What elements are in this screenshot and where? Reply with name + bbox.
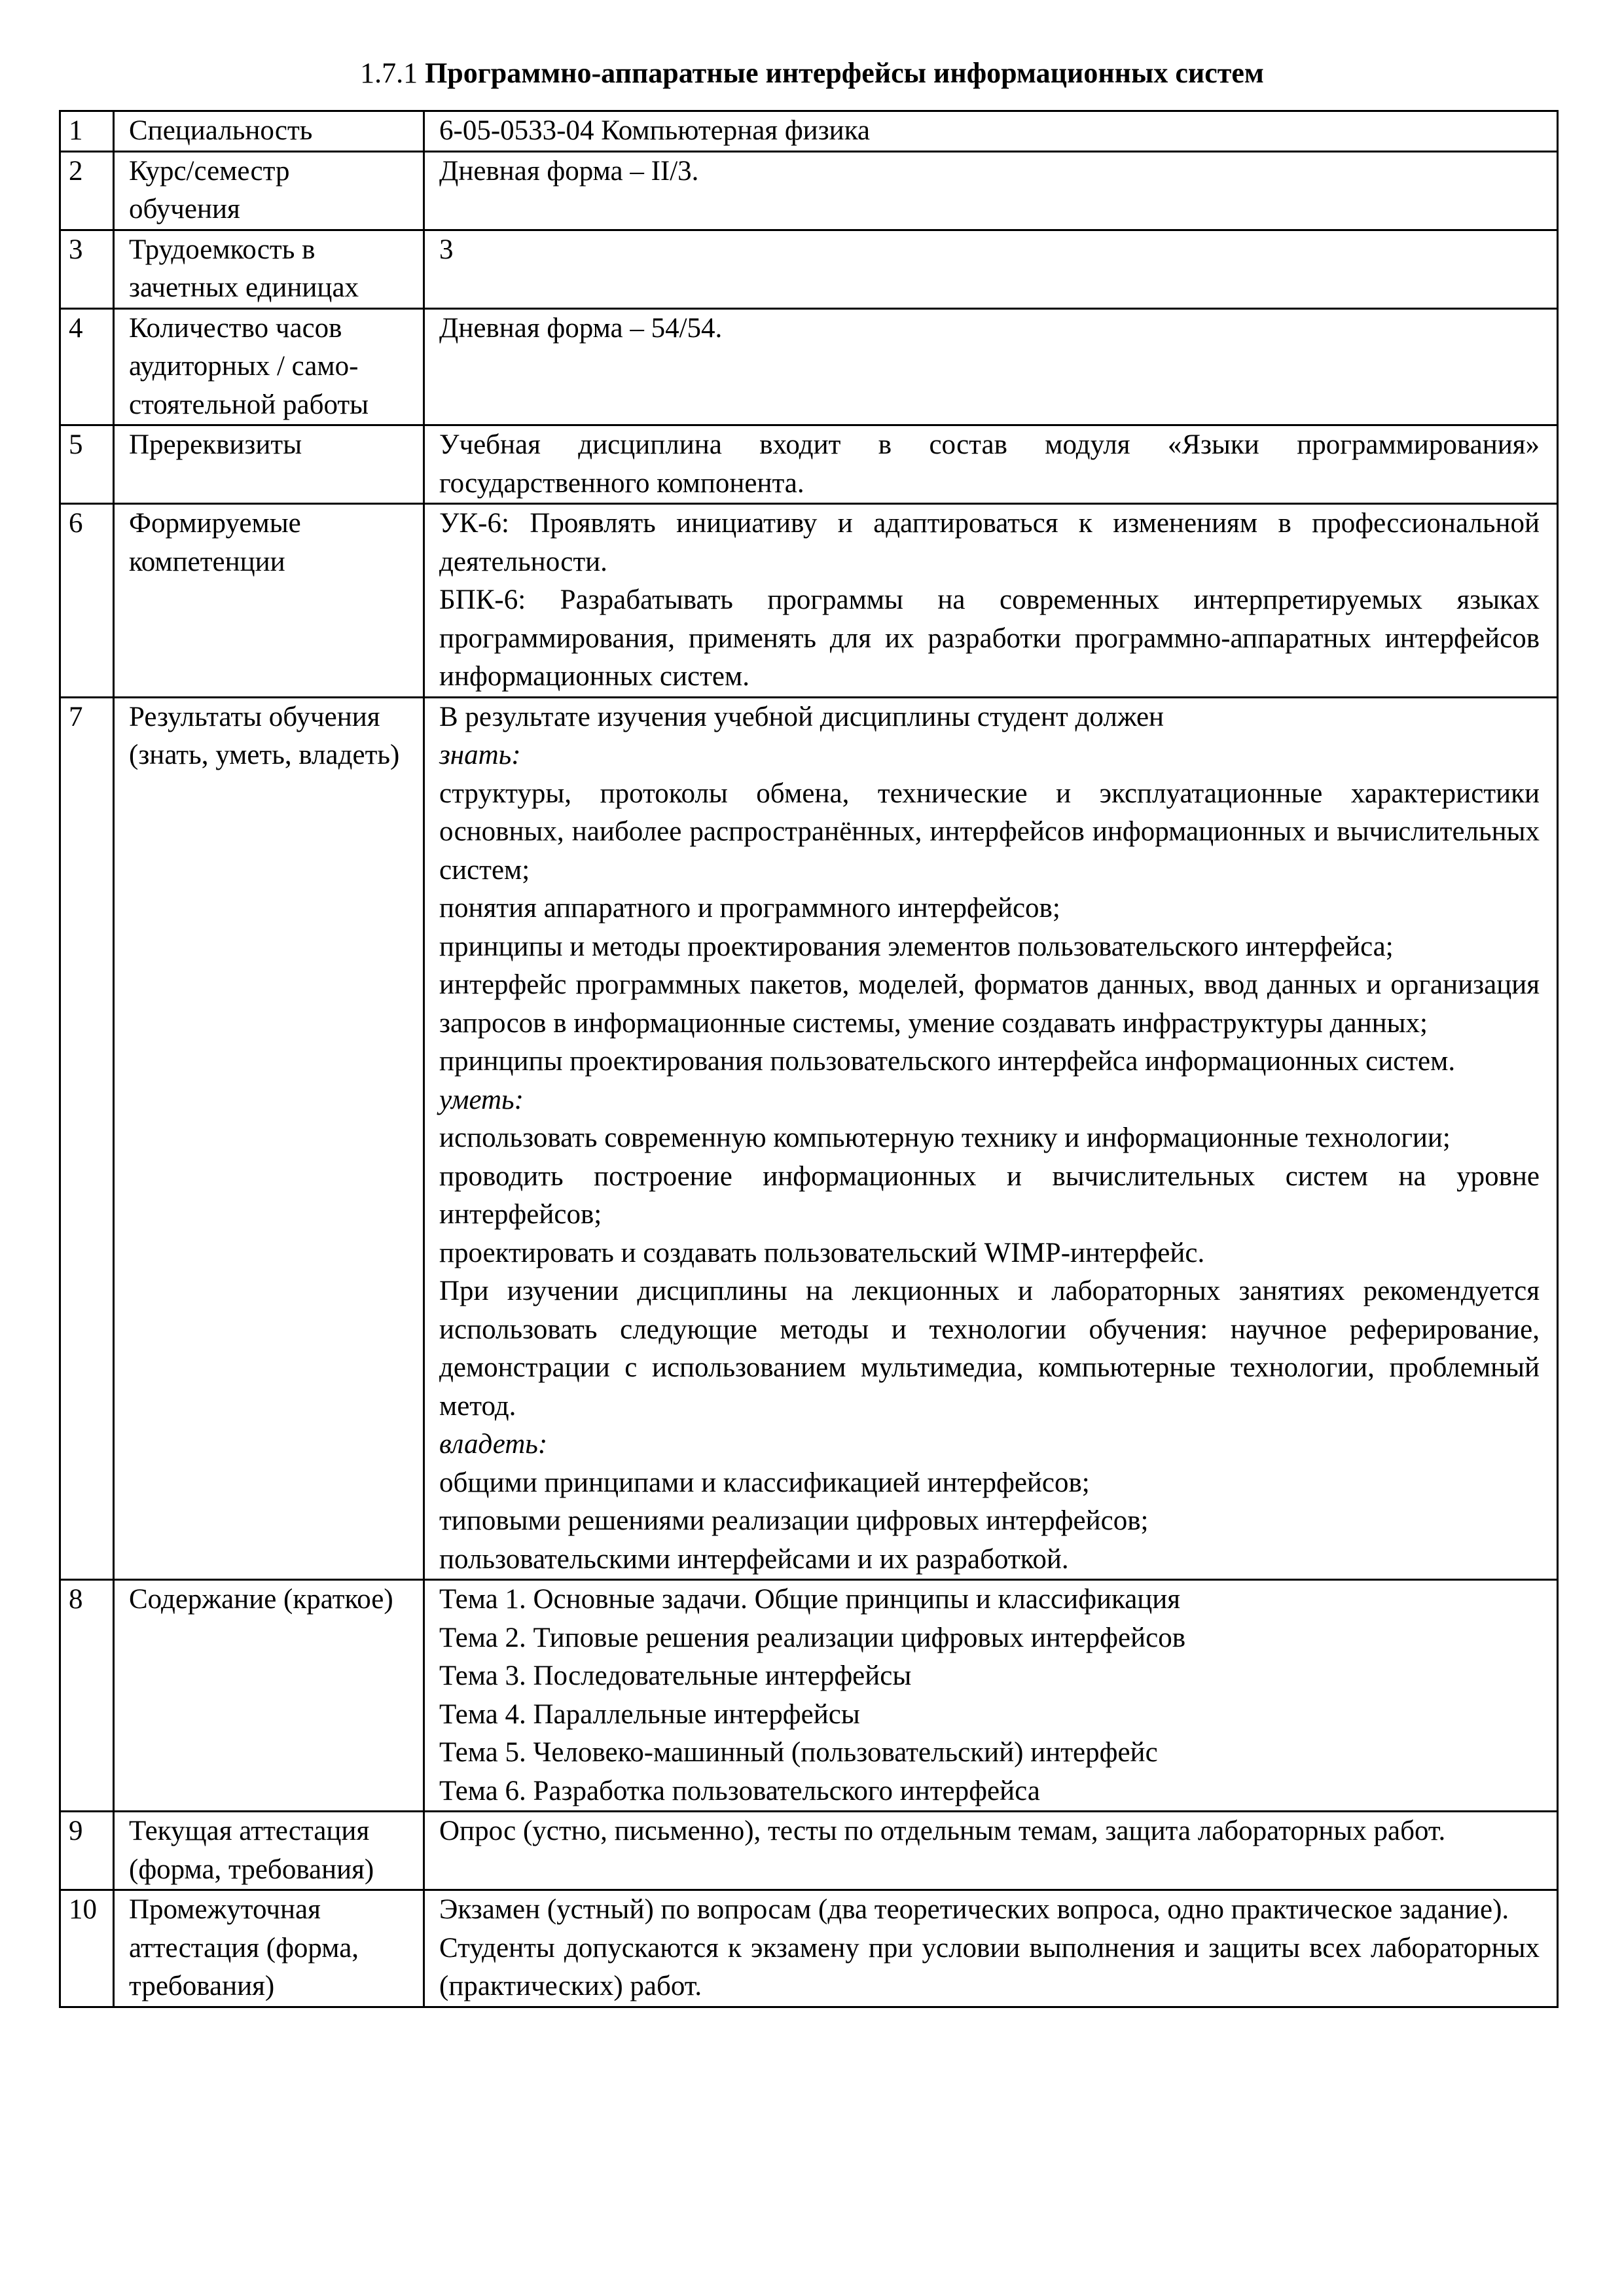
row-paragraph: проводить построение информационных и вычислительных систем на уровне интерфейсов; [439,1160,1540,1230]
table-row-competencies [60,504,1558,698]
row-value [424,111,1558,152]
syllabus-table [59,110,1559,2008]
row-label: Количество часов аудиторных / само-стоятельной работы [114,308,424,425]
table-row-intermediate-assessment [60,1890,1558,2007]
row-label: Текущая аттестация (форма, требования) [114,1812,424,1890]
row-paragraph: Дневная форма – 54/54. [439,312,723,344]
row-paragraph: 3 [439,234,454,265]
row-number: 3 [60,230,114,308]
row-paragraph: принципы проектирования пользовательского интерфейса информационных систем. [439,1046,1456,1077]
row-paragraph: Дневная форма – II/3. [439,155,699,187]
row-paragraph: В результате изучения учебной дисциплины студент должен [439,701,1164,732]
row-value [424,504,1558,698]
row-paragraph: Учебная дисциплина входит в состав модуля «Языки программирования» государственного компонента. [439,429,1540,499]
row-label: Трудоемкость в зачетных единицах [114,230,424,308]
topic-item: Тема 5. Человеко-машинный (пользовательский) интерфейс [439,1737,1158,1768]
topic-item: Тема 1. Основные задачи. Общие принципы и классификация [439,1584,1181,1615]
row-label: Содержание (краткое) [114,1580,424,1812]
row-paragraph: типовыми решениями реализации цифровых интерфейсов; [439,1505,1149,1536]
topic-item: Тема 4. Параллельные интерфейсы [439,1698,860,1730]
row-paragraph: Студенты допускаются к экзамену при условии выполнения и защиты всех лабораторных (практических) работ. [439,1932,1540,2001]
row-label: Формируемые компетенции [114,504,424,698]
row-value [424,697,1558,1580]
row-number: 8 [60,1580,114,1812]
row-paragraph: структуры, протоколы обмена, технические и эксплуатационные характеристики основных, наиболее распространённых, интерфейсов информационных и вычислительных систем; [439,778,1540,886]
discipline-title: Программно-аппаратные интерфейсы информационных систем [425,57,1264,89]
row-value [424,308,1558,425]
row-paragraph: БПК-6: Разрабатывать программы на современных интерпретируемых языках программирования, применять для их разработки программно-аппаратных интерфейсов информационных систем. [439,584,1540,692]
row-label: Специальность [114,111,424,152]
row-value [424,151,1558,230]
row-paragraph: использовать современную компьютерную технику и информационные технологии; [439,1122,1451,1153]
row-number: 1 [60,111,114,152]
section-number: 1.7.1 [360,57,418,89]
row-value [424,1580,1558,1812]
row-label: Результаты обучения (знать, уметь, владеть) [114,697,424,1580]
row-label: Пререквизиты [114,425,424,504]
table-row-prerequisites [60,425,1558,504]
topic-item: Тема 3. Последовательные интерфейсы [439,1660,912,1691]
row-paragraph: принципы и методы проектирования элементов пользовательского интерфейса; [439,931,1394,962]
row-value [424,1812,1558,1890]
row-paragraph: интерфейс программных пакетов, моделей, форматов данных, ввод данных и организация запросов в информационные системы, умение создавать инфраструктуры данных; [439,969,1540,1039]
row-label: Промежуточная аттестация (форма, требования) [114,1890,424,2007]
row-paragraph: Экзамен (устный) по вопросам (два теоретических вопроса, одно практическое задание). [439,1894,1509,1925]
row-paragraph: общими принципами и классификацией интерфейсов; [439,1467,1090,1498]
row-number: 2 [60,151,114,230]
row-paragraph: УК-6: Проявлять инициативу и адаптироваться к изменениям в профессиональной деятельности. [439,508,1540,577]
row-number: 4 [60,308,114,425]
row-number: 7 [60,697,114,1580]
row-paragraph: понятия аппаратного и программного интерфейсов; [439,893,1060,924]
table-row-course-semester [60,151,1558,230]
topic-item: Тема 2. Типовые решения реализации цифровых интерфейсов [439,1622,1186,1653]
table-row-specialty [60,111,1558,152]
row-value [424,230,1558,308]
row-paragraph: 6-05-0533-04 Компьютерная физика [439,115,871,146]
row-paragraph: Опрос (устно, письменно), тесты по отдельным темам, защита лабораторных работ. [439,1816,1446,1846]
page-title [0,56,1624,90]
table-row-content [60,1580,1558,1812]
subheading-master: владеть: [439,1429,548,1460]
row-value [424,1890,1558,2007]
row-paragraph: пользовательскими интерфейсами и их разработкой. [439,1543,1069,1575]
row-number: 10 [60,1890,114,2007]
table-row-credits [60,230,1558,308]
table-row-hours [60,308,1558,425]
row-label: Курс/семестр обучения [114,151,424,230]
row-paragraph: проектировать и создавать пользовательский WIMP-интерфейс. [439,1237,1205,1268]
subheading-can: уметь: [439,1084,524,1115]
row-number: 9 [60,1812,114,1890]
row-value [424,425,1558,504]
table-row-current-assessment [60,1812,1558,1890]
row-paragraph: При изучении дисциплины на лекционных и лабораторных занятиях рекомендуется использовать следующие методы и технологии обучения: научное реферирование, демонстрации с использованием мультимедиа, компьютерные технологии, проблемный метод. [439,1276,1540,1422]
subheading-know: знать: [439,740,521,770]
row-number: 5 [60,425,114,504]
topic-item: Тема 6. Разработка пользовательского интерфейса [439,1775,1040,1806]
row-number: 6 [60,504,114,698]
table-row-learning-outcomes [60,697,1558,1580]
